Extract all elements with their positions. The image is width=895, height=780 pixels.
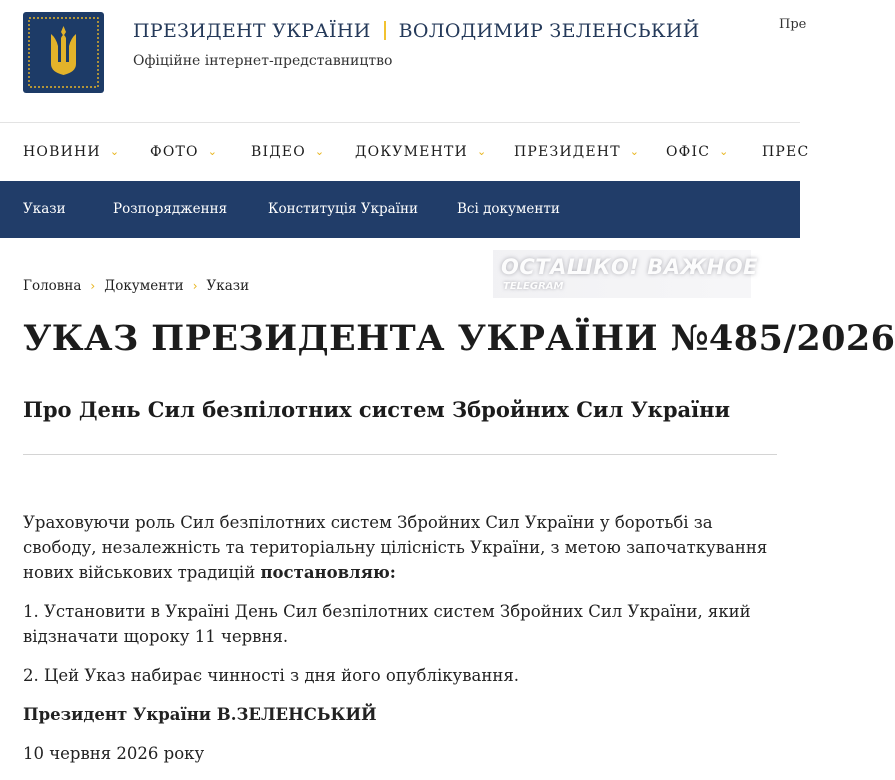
subnav-item-decrees[interactable]: Укази (23, 201, 66, 217)
chevron-down-icon: ⌄ (629, 145, 641, 158)
site-subtitle: Офіційне інтернет-представництво (133, 53, 393, 69)
watermark-subtext: TELEGRAM (503, 281, 564, 292)
decree-signature: Президент України В.ЗЕЛЕНСЬКИЙ (23, 705, 377, 724)
documents-subnavigation (0, 181, 800, 238)
main-navigation (0, 122, 810, 181)
telegram-watermark (493, 250, 758, 298)
site-header (0, 0, 807, 122)
breadcrumb-home[interactable]: Головна (23, 278, 82, 294)
tryzub-icon[interactable] (23, 12, 104, 93)
nav-label: ПРЕЗИДЕНТ (514, 144, 621, 160)
nav-item-press[interactable] (762, 144, 809, 160)
chevron-down-icon: ⌄ (719, 145, 730, 158)
decree-point-2: 2. Цей Указ набирає чинності з дня його опублікування. (23, 666, 520, 685)
preamble-text: Ураховуючи роль Сил безпілотних систем Збройних Сил України у боротьбі за свободу, незалежність та територіальну цілісність України, з метою започаткування нових військових традицій (23, 513, 768, 582)
nav-label: ВІДЕО (251, 144, 306, 160)
breadcrumb (23, 278, 249, 294)
breadcrumb-documents[interactable]: Документи (104, 278, 184, 294)
decree-date: 10 червня 2026 року (23, 744, 205, 763)
breadcrumb-decrees[interactable]: Укази (206, 278, 250, 294)
nav-item-news[interactable] (23, 144, 120, 160)
language-switch[interactable]: Пре (779, 17, 807, 32)
nav-item-photo[interactable] (150, 144, 218, 160)
site-title-name: ВОЛОДИМИР ЗЕЛЕНСЬКИЙ (398, 20, 700, 42)
watermark-text: ОСТАШКО! ВАЖНОЕ (501, 255, 758, 279)
decree-point-1: 1. Установити в Україні День Сил безпілотних систем Збройних Сил України, який відзначати щороку 11 червня. (23, 602, 751, 646)
decree-subtitle: Про День Сил безпілотних систем Збройних Сил України (23, 397, 731, 422)
decree-preamble (23, 510, 783, 585)
site-title-president: ПРЕЗИДЕНТ УКРАЇНИ (133, 20, 371, 42)
chevron-right-icon: › (192, 279, 198, 293)
title-separator (384, 21, 386, 40)
nav-item-documents[interactable] (355, 144, 487, 160)
nav-item-office[interactable] (666, 144, 730, 160)
decree-body (23, 510, 783, 780)
chevron-down-icon: ⌄ (476, 145, 488, 158)
subnav-item-all-documents[interactable]: Всі документи (457, 201, 560, 217)
chevron-down-icon: ⌄ (314, 145, 326, 158)
page-title: УКАЗ ПРЕЗИДЕНТА УКРАЇНИ №485/2026 (23, 318, 895, 359)
divider (23, 454, 777, 455)
nav-item-video[interactable] (251, 144, 325, 160)
chevron-down-icon: ⌄ (207, 145, 219, 158)
nav-label: ФОТО (150, 144, 199, 160)
nav-label: ДОКУМЕНТИ (355, 144, 468, 160)
subnav-item-constitution[interactable]: Конституція України (268, 201, 419, 217)
nav-label: НОВИНИ (23, 144, 101, 160)
nav-label: ОФІС (666, 144, 711, 160)
site-title[interactable] (133, 20, 700, 42)
preamble-resolution: постановляю: (260, 563, 396, 582)
subnav-item-orders[interactable]: Розпорядження (113, 201, 228, 217)
chevron-right-icon: › (90, 279, 96, 293)
chevron-down-icon: ⌄ (109, 145, 121, 158)
nav-label: ПРЕС (762, 144, 810, 160)
nav-item-president[interactable] (514, 144, 640, 160)
